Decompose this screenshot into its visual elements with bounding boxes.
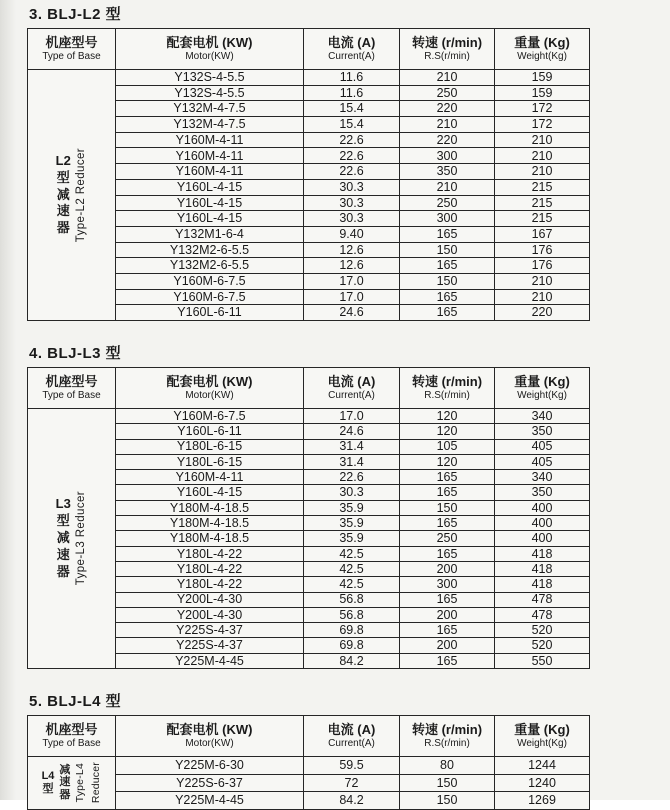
header-cn: 机座型号: [45, 721, 98, 737]
header-cn: 配套电机 (KW): [166, 373, 253, 389]
cell-current: 24.6: [304, 424, 400, 439]
cell-speed: 165: [400, 305, 495, 321]
cell-weight: 520: [495, 638, 590, 653]
cell-weight: 350: [495, 485, 590, 500]
cell-weight: 210: [495, 273, 590, 289]
cell-current: 56.8: [304, 592, 400, 607]
cell-current: 59.5: [304, 757, 400, 775]
cell-current: 35.9: [304, 500, 400, 515]
cell-weight: 520: [495, 623, 590, 638]
cell-weight: 350: [495, 424, 590, 439]
col-header-motor: [116, 368, 304, 409]
spec-table: [27, 28, 590, 321]
section-blj-l2: [27, 3, 670, 321]
cell-motor: Y160L-4-15: [116, 211, 304, 227]
cell-speed: 150: [400, 273, 495, 289]
cell-speed: 150: [400, 792, 495, 810]
cell-weight: 167: [495, 226, 590, 242]
header-en: Current(A): [328, 51, 375, 63]
col-header-base: [28, 716, 116, 757]
cell-motor: Y160L-4-15: [116, 179, 304, 195]
cell-weight: 215: [495, 211, 590, 227]
header-cn: 机座型号: [45, 373, 98, 389]
header-cn: 转速 (r/min): [411, 373, 483, 389]
header-cn: 重量 (Kg): [514, 721, 570, 737]
cell-motor: Y132M-4-7.5: [116, 101, 304, 117]
cell-current: 69.8: [304, 623, 400, 638]
cell-weight: 1240: [495, 774, 590, 792]
cell-current: 30.3: [304, 485, 400, 500]
cell-current: 22.6: [304, 470, 400, 485]
header-en: Current(A): [328, 390, 375, 402]
cell-weight: 405: [495, 454, 590, 469]
header-en: Type of Base: [42, 390, 101, 402]
cell-motor: Y180L-4-22: [116, 546, 304, 561]
cell-speed: 165: [400, 516, 495, 531]
col-header-current: [304, 368, 400, 409]
base-type-cn-label: L2 型 减 速 器: [55, 152, 71, 236]
cell-motor: Y160L-6-11: [116, 305, 304, 321]
cell-speed: 105: [400, 439, 495, 454]
col-header-speed: [400, 29, 495, 70]
cell-speed: 80: [400, 757, 495, 775]
cell-weight: 172: [495, 101, 590, 117]
cell-weight: 215: [495, 195, 590, 211]
cell-motor: Y160M-4-11: [116, 164, 304, 180]
cell-current: 22.6: [304, 148, 400, 164]
cell-speed: 165: [400, 546, 495, 561]
cell-speed: 350: [400, 164, 495, 180]
header-en: R.S(r/min): [424, 390, 470, 402]
cell-motor: Y160L-6-11: [116, 424, 304, 439]
spec-table: [27, 367, 590, 669]
col-header-base: [28, 368, 116, 409]
section-title: 3. BLJ-L2 型: [29, 6, 122, 23]
cell-weight: 478: [495, 607, 590, 622]
cell-weight: 418: [495, 577, 590, 592]
header-cn: 电流 (A): [327, 373, 376, 389]
cell-speed: 220: [400, 132, 495, 148]
header-cn: 转速 (r/min): [411, 34, 483, 50]
cell-speed: 210: [400, 117, 495, 133]
header-row: [28, 29, 590, 70]
col-header-motor: [116, 29, 304, 70]
header-en: Motor(KW): [185, 738, 234, 750]
base-type-cn-label: L3 型 减 速 器: [55, 496, 71, 579]
base-type-en-label: Type-L4: [74, 763, 87, 803]
header-en: Type of Base: [42, 51, 101, 63]
cell-weight: 159: [495, 70, 590, 86]
cell-weight: 340: [495, 470, 590, 485]
cell-weight: 159: [495, 85, 590, 101]
cell-motor: Y132M2-6-5.5: [116, 242, 304, 258]
cell-weight: 1244: [495, 757, 590, 775]
cell-weight: 176: [495, 242, 590, 258]
cell-current: 17.0: [304, 409, 400, 424]
cell-speed: 150: [400, 774, 495, 792]
header-row: [28, 716, 590, 757]
cell-current: 35.9: [304, 516, 400, 531]
cell-current: 84.2: [304, 653, 400, 668]
cell-weight: 215: [495, 179, 590, 195]
cell-motor: Y225S-6-37: [116, 774, 304, 792]
cell-current: 15.4: [304, 101, 400, 117]
header-en: R.S(r/min): [424, 51, 470, 63]
cell-current: 17.0: [304, 273, 400, 289]
cell-speed: 165: [400, 653, 495, 668]
cell-motor: Y225M-4-45: [116, 653, 304, 668]
cell-weight: 418: [495, 546, 590, 561]
header-en: Current(A): [328, 738, 375, 750]
cell-motor: Y180M-4-18.5: [116, 500, 304, 515]
cell-motor: Y132M1-6-4: [116, 226, 304, 242]
header-cn: 电流 (A): [327, 721, 376, 737]
cell-current: 9.40: [304, 226, 400, 242]
cell-speed: 120: [400, 424, 495, 439]
section-blj-l4: [27, 690, 670, 810]
cell-speed: 210: [400, 70, 495, 86]
header-en: Weight(Kg): [517, 390, 567, 402]
cell-speed: 165: [400, 592, 495, 607]
base-type-cell: [28, 70, 116, 321]
cell-motor: Y132M2-6-5.5: [116, 258, 304, 274]
cell-speed: 150: [400, 242, 495, 258]
cell-motor: Y132S-4-5.5: [116, 70, 304, 86]
cell-speed: 200: [400, 607, 495, 622]
cell-current: 56.8: [304, 607, 400, 622]
cell-speed: 150: [400, 500, 495, 515]
cell-weight: 172: [495, 117, 590, 133]
cell-weight: 405: [495, 439, 590, 454]
cell-motor: Y132S-4-5.5: [116, 85, 304, 101]
cell-motor: Y225S-4-37: [116, 638, 304, 653]
header-cn: 配套电机 (KW): [166, 34, 253, 50]
cell-speed: 165: [400, 258, 495, 274]
cell-current: 12.6: [304, 258, 400, 274]
base-type-cell: [28, 757, 116, 810]
cell-current: 35.9: [304, 531, 400, 546]
cell-speed: 200: [400, 561, 495, 576]
header-cn: 配套电机 (KW): [166, 721, 253, 737]
cell-motor: Y180L-4-22: [116, 577, 304, 592]
cell-weight: 400: [495, 531, 590, 546]
cell-weight: 1269: [495, 792, 590, 810]
cell-motor: Y225M-6-30: [116, 757, 304, 775]
header-row: [28, 368, 590, 409]
col-header-motor: [116, 716, 304, 757]
cell-speed: 250: [400, 531, 495, 546]
header-en: Weight(Kg): [517, 738, 567, 750]
cell-current: 42.5: [304, 546, 400, 561]
cell-speed: 200: [400, 638, 495, 653]
cell-motor: Y200L-4-30: [116, 607, 304, 622]
header-cn: 机座型号: [45, 34, 98, 50]
cell-current: 31.4: [304, 439, 400, 454]
cell-motor: Y180L-6-15: [116, 439, 304, 454]
header-cn: 电流 (A): [327, 34, 376, 50]
base-type-cn-label: 减 速 器: [59, 763, 71, 802]
base-type-cell: [28, 409, 116, 669]
cell-current: 11.6: [304, 85, 400, 101]
header-en: R.S(r/min): [424, 738, 470, 750]
cell-speed: 120: [400, 454, 495, 469]
cell-speed: 165: [400, 470, 495, 485]
cell-motor: Y160M-4-11: [116, 470, 304, 485]
header-en: Motor(KW): [185, 390, 234, 402]
cell-motor: Y160M-6-7.5: [116, 289, 304, 305]
cell-speed: 165: [400, 623, 495, 638]
cell-speed: 250: [400, 195, 495, 211]
cell-current: 12.6: [304, 242, 400, 258]
cell-motor: Y160M-6-7.5: [116, 409, 304, 424]
cell-motor: Y160M-6-7.5: [116, 273, 304, 289]
cell-current: 22.6: [304, 132, 400, 148]
cell-current: 22.6: [304, 164, 400, 180]
cell-speed: 300: [400, 577, 495, 592]
cell-current: 30.3: [304, 195, 400, 211]
base-type-en-label: Type-L2 Reducer: [74, 147, 87, 243]
cell-current: 69.8: [304, 638, 400, 653]
col-header-current: [304, 716, 400, 757]
cell-weight: 550: [495, 653, 590, 668]
table-row: [28, 409, 590, 424]
spec-table: [27, 715, 590, 810]
cell-speed: 210: [400, 179, 495, 195]
col-header-weight: [495, 716, 590, 757]
section-blj-l3: [27, 342, 670, 669]
cell-current: 30.3: [304, 211, 400, 227]
cell-motor: Y200L-4-30: [116, 592, 304, 607]
header-cn: 重量 (Kg): [514, 373, 570, 389]
cell-current: 42.5: [304, 577, 400, 592]
cell-motor: Y180L-4-22: [116, 561, 304, 576]
section-title: 5. BLJ-L4 型: [29, 693, 122, 711]
header-en: Type of Base: [42, 738, 101, 750]
table-row: [28, 70, 590, 86]
cell-motor: Y132M-4-7.5: [116, 117, 304, 133]
base-type-en-label: Reducer: [89, 762, 102, 804]
cell-weight: 210: [495, 289, 590, 305]
cell-motor: Y160M-4-11: [116, 148, 304, 164]
cell-current: 24.6: [304, 305, 400, 321]
cell-weight: 478: [495, 592, 590, 607]
cell-speed: 220: [400, 101, 495, 117]
cell-weight: 220: [495, 305, 590, 321]
cell-motor: Y160L-4-15: [116, 485, 304, 500]
base-type-en-label: Type-L3 Reducer: [74, 491, 87, 586]
cell-motor: Y225S-4-37: [116, 623, 304, 638]
cell-weight: 340: [495, 409, 590, 424]
cell-speed: 120: [400, 409, 495, 424]
col-header-weight: [495, 29, 590, 70]
col-header-current: [304, 29, 400, 70]
header-en: Motor(KW): [185, 51, 234, 63]
cell-current: 42.5: [304, 561, 400, 576]
cell-current: 31.4: [304, 454, 400, 469]
cell-motor: Y160L-4-15: [116, 195, 304, 211]
col-header-speed: [400, 368, 495, 409]
cell-speed: 165: [400, 289, 495, 305]
table-row: [28, 757, 590, 775]
cell-speed: 300: [400, 148, 495, 164]
header-en: Weight(Kg): [517, 51, 567, 63]
col-header-weight: [495, 368, 590, 409]
cell-weight: 400: [495, 516, 590, 531]
header-cn: 重量 (Kg): [514, 34, 570, 50]
cell-weight: 210: [495, 132, 590, 148]
cell-weight: 210: [495, 164, 590, 180]
cell-current: 15.4: [304, 117, 400, 133]
col-header-speed: [400, 716, 495, 757]
cell-motor: Y180M-4-18.5: [116, 531, 304, 546]
cell-speed: 300: [400, 211, 495, 227]
cell-current: 30.3: [304, 179, 400, 195]
cell-motor: Y180L-6-15: [116, 454, 304, 469]
base-type-cn-label: L4 型: [41, 770, 55, 795]
cell-motor: Y160M-4-11: [116, 132, 304, 148]
cell-weight: 418: [495, 561, 590, 576]
cell-current: 17.0: [304, 289, 400, 305]
section-title: 4. BLJ-L3 型: [29, 345, 122, 362]
cell-motor: Y225M-4-45: [116, 792, 304, 810]
cell-speed: 250: [400, 85, 495, 101]
cell-weight: 176: [495, 258, 590, 274]
cell-motor: Y180M-4-18.5: [116, 516, 304, 531]
col-header-base: [28, 29, 116, 70]
cell-weight: 210: [495, 148, 590, 164]
cell-speed: 165: [400, 485, 495, 500]
cell-weight: 400: [495, 500, 590, 515]
cell-speed: 165: [400, 226, 495, 242]
cell-current: 11.6: [304, 70, 400, 86]
header-cn: 转速 (r/min): [411, 721, 483, 737]
cell-current: 84.2: [304, 792, 400, 810]
cell-current: 72: [304, 774, 400, 792]
